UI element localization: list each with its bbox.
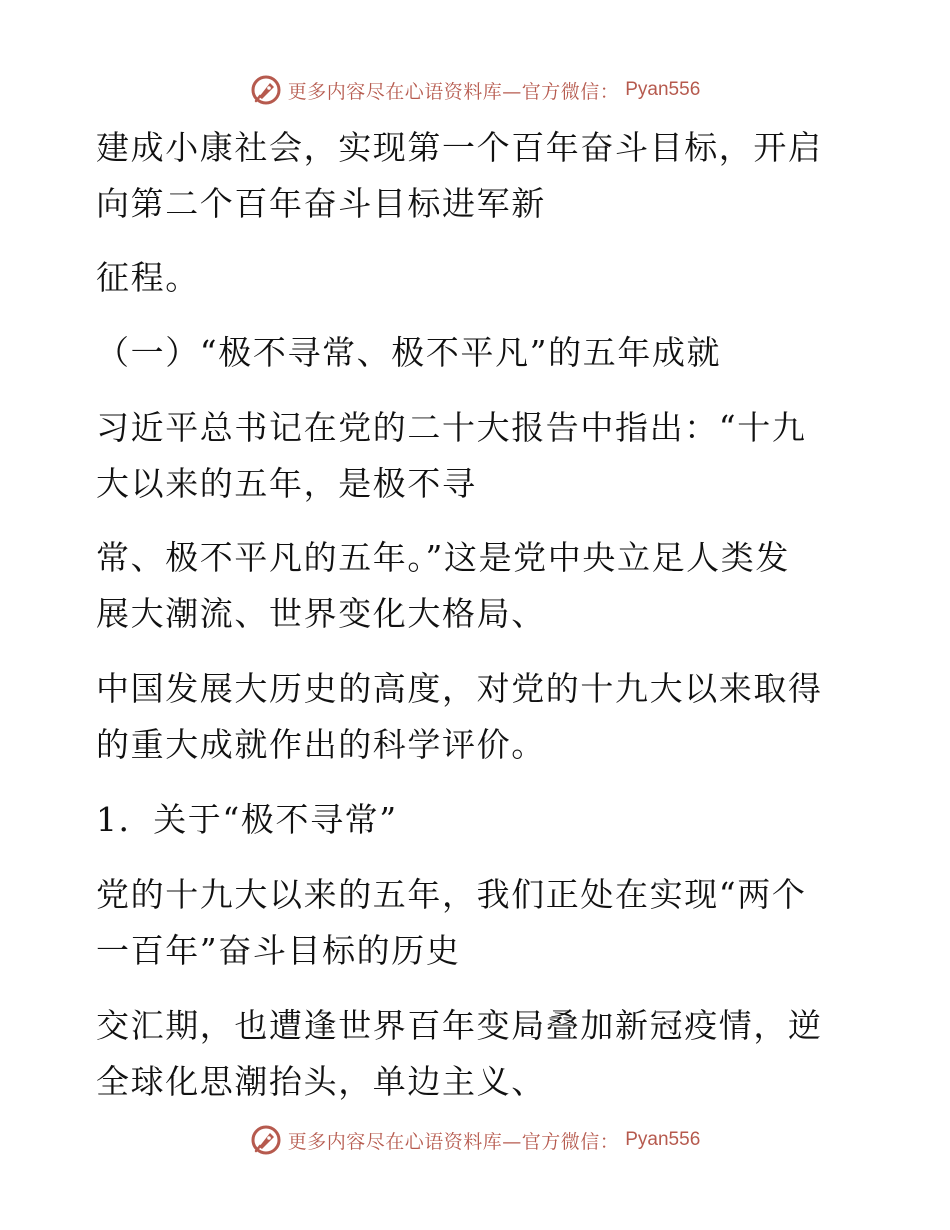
header-watermark-banner: [0, 72, 950, 108]
body-line-2: 向第二个百年奋斗目标进军新: [96, 184, 546, 223]
body-line-13: 一百年”奋斗目标的历史: [96, 931, 461, 970]
body-line-7: 常、极不平凡的五年。”这是党中央立足人类发: [96, 538, 790, 577]
body-line-1: 建成小康社会，实现第一个百年奋斗目标，开启: [96, 128, 823, 167]
body-line-14: 交汇期，也遭逢世界百年变局叠加新冠疫情，逆: [96, 1006, 823, 1045]
footer-watermark-text: 更多内容尽在心语资料库—官方微信：: [287, 1130, 620, 1153]
pen-nib-logo-icon: [250, 1124, 282, 1156]
pen-nib-logo-icon: [250, 74, 282, 106]
section-heading: （一）“极不寻常、极不平凡”的五年成就: [96, 333, 722, 372]
footer-wechat-id: Pyan556: [625, 1129, 701, 1150]
footer-watermark-banner: [0, 1122, 950, 1158]
body-line-3: 征程。: [96, 258, 200, 297]
body-line-8: 展大潮流、世界变化大格局、: [96, 594, 546, 633]
body-line-9: 中国发展大历史的高度，对党的十九大以来取得: [96, 669, 823, 708]
body-line-5: 习近平总书记在党的二十大报告中指出：“十九: [96, 408, 807, 447]
header-watermark-text: 更多内容尽在心语资料库—官方微信：: [287, 80, 620, 103]
body-line-6: 大以来的五年，是极不寻: [96, 464, 477, 503]
body-line-12: 党的十九大以来的五年，我们正处在实现“两个: [96, 875, 807, 914]
subsection-heading: 1．关于“极不寻常”: [96, 800, 398, 839]
header-watermark-content: [250, 74, 701, 106]
body-line-15: 全球化思潮抬头，单边主义、: [96, 1062, 546, 1101]
header-wechat-id: Pyan556: [625, 79, 701, 100]
body-line-10: 的重大成就作出的科学评价。: [96, 725, 546, 764]
footer-watermark-content: [250, 1124, 701, 1156]
